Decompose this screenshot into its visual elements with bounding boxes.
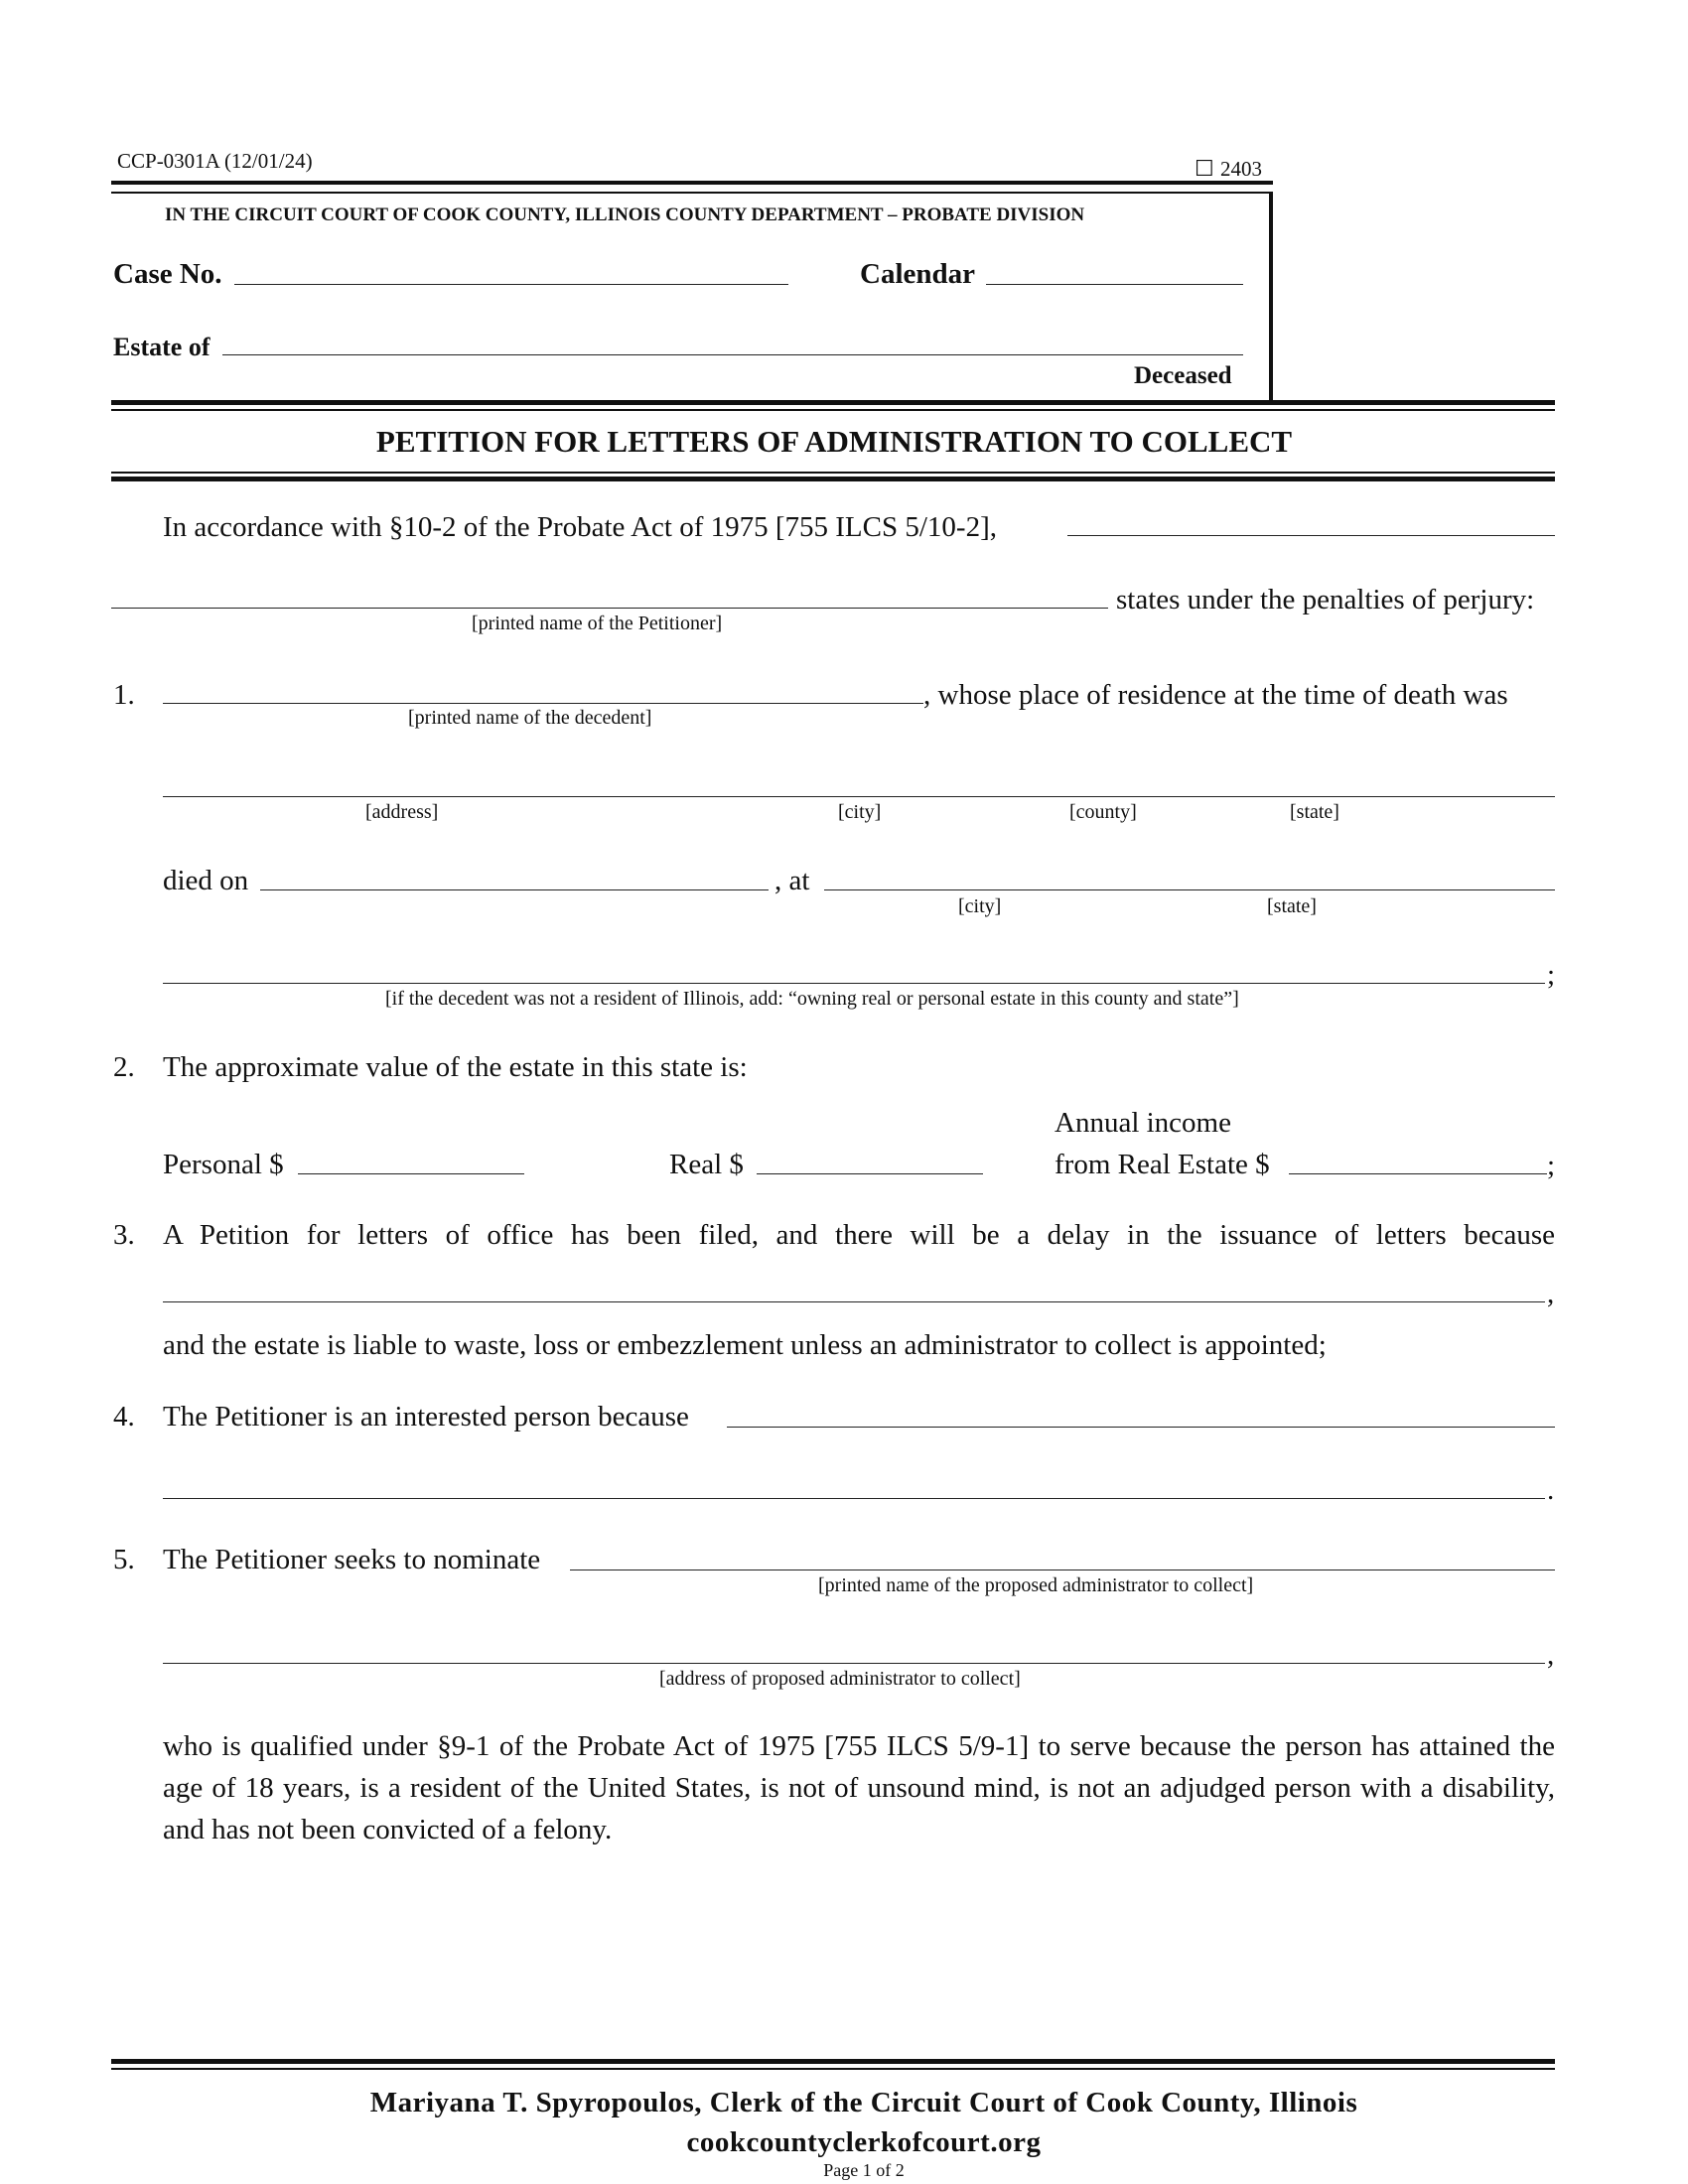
header-top-rule-thin: [111, 192, 1273, 194]
interest-reason-field-2[interactable]: [163, 1498, 1545, 1499]
hint-address: [address]: [365, 801, 439, 823]
form-id: CCP-0301A (12/01/24): [117, 149, 313, 173]
footer-website[interactable]: cookcountyclerkofcourt.org: [686, 2126, 1042, 2158]
deceased-label: Deceased: [1134, 362, 1232, 389]
calendar-field[interactable]: [986, 284, 1243, 285]
from-real-estate-label: from Real Estate $: [1055, 1149, 1270, 1180]
real-value-field[interactable]: [757, 1173, 983, 1174]
checkbox-icon[interactable]: ☐: [1195, 156, 1214, 181]
hint-decedent: [printed name of the decedent]: [408, 707, 652, 729]
item3-text: A Petition for letters of office has been filed, and there will be a delay in the issuance of letters because: [163, 1219, 1555, 1251]
item4-period: .: [1547, 1474, 1555, 1506]
item4-number: 4.: [113, 1401, 135, 1433]
qualification-line-2: age of 18 years, is a resident of the United States, is not of unsound mind, is not an adjudged person with a disability,: [163, 1772, 1555, 1804]
annual-income-field[interactable]: [1289, 1173, 1547, 1174]
date-of-death-field[interactable]: [260, 889, 769, 890]
hint-city-death: [city]: [958, 895, 1002, 917]
calendar-label: Calendar: [860, 258, 975, 290]
header-right-rule: [1269, 192, 1273, 402]
died-on-label: died on: [163, 865, 249, 896]
annual-income-label: Annual income: [1055, 1107, 1231, 1139]
estate-of-label: Estate of: [113, 333, 211, 361]
header-top-rule: [111, 181, 1273, 185]
petitioner-name-field-2[interactable]: [111, 608, 1108, 609]
delay-reason-field[interactable]: [163, 1301, 1545, 1302]
item3-continuation: and the estate is liable to waste, loss or embezzlement unless an administrator to collect is appointed;: [163, 1329, 1327, 1361]
item5-comma: ,: [1547, 1639, 1555, 1671]
item3-number: 3.: [113, 1219, 135, 1251]
title-top-rule-thin: [111, 409, 1555, 411]
title-bottom-rule: [111, 477, 1555, 481]
item1-semicolon: ;: [1547, 959, 1556, 991]
intro-tail: states under the penalties of perjury:: [1116, 584, 1535, 615]
hint-state: [state]: [1290, 801, 1339, 823]
personal-value-field[interactable]: [298, 1173, 524, 1174]
item2-semicolon: ;: [1547, 1150, 1556, 1181]
real-label: Real $: [669, 1149, 744, 1180]
hint-county: [county]: [1069, 801, 1137, 823]
estate-of-field[interactable]: [222, 354, 1243, 355]
footer-rule: [111, 2059, 1555, 2064]
hint-nominee: [printed name of the proposed administrator to collect]: [818, 1574, 1254, 1596]
case-no-field[interactable]: [234, 284, 788, 285]
residence-address-field[interactable]: [163, 796, 1555, 797]
intro-lead: In accordance with §10-2 of the Probate Act of 1975 [755 ILCS 5/10-2],: [163, 511, 997, 543]
title-bottom-rule-thin: [111, 472, 1555, 474]
item1-residence-text: , whose place of residence at the time of death was: [923, 679, 1508, 711]
comma-at-label: , at: [774, 865, 810, 896]
petitioner-name-field-1[interactable]: [1067, 535, 1555, 536]
hint-city: [city]: [838, 801, 882, 823]
item5-number: 5.: [113, 1544, 135, 1575]
item5-text: The Petitioner seeks to nominate: [163, 1544, 541, 1575]
item3-comma: ,: [1547, 1278, 1555, 1309]
item2-text: The approximate value of the estate in this state is:: [163, 1051, 748, 1083]
page-number: Page 1 of 2: [823, 2160, 905, 2180]
hint-petitioner: [printed name of the Petitioner]: [472, 613, 723, 634]
nominee-address-field[interactable]: [163, 1663, 1545, 1664]
qualification-line-3: and has not been convicted of a felony.: [163, 1814, 613, 1845]
personal-label: Personal $: [163, 1149, 284, 1180]
footer-clerk: Mariyana T. Spyropoulos, Clerk of the Circuit Court of Cook County, Illinois: [369, 2087, 1358, 2118]
decedent-name-field[interactable]: [163, 703, 923, 704]
hint-state-death: [state]: [1267, 895, 1317, 917]
case-no-label: Case No.: [113, 258, 222, 290]
item2-number: 2.: [113, 1051, 135, 1083]
hint-nonresident: [if the decedent was not a resident of Illinois, add: “owning real or personal estate in this county and state”]: [385, 988, 1239, 1010]
item4-text: The Petitioner is an interested person because: [163, 1401, 689, 1433]
hint-nominee-address: [address of proposed administrator to collect]: [659, 1668, 1021, 1690]
nonresident-field[interactable]: [163, 983, 1545, 984]
interest-reason-field-1[interactable]: [727, 1427, 1555, 1428]
qualification-line-1: who is qualified under §9-1 of the Probate Act of 1975 [755 ILCS 5/9-1] to serve because the person has attained the: [163, 1730, 1555, 1762]
form-code: 2403: [1220, 157, 1262, 181]
page-title: PETITION FOR LETTERS OF ADMINISTRATION TO COLLECT: [375, 424, 1293, 459]
footer-rule-thin: [111, 2068, 1555, 2070]
court-line: IN THE CIRCUIT COURT OF COOK COUNTY, ILLINOIS COUNTY DEPARTMENT – PROBATE DIVISION: [165, 205, 1085, 225]
item1-number: 1.: [113, 679, 135, 711]
title-top-rule: [111, 400, 1555, 405]
place-of-death-field[interactable]: [824, 889, 1555, 890]
